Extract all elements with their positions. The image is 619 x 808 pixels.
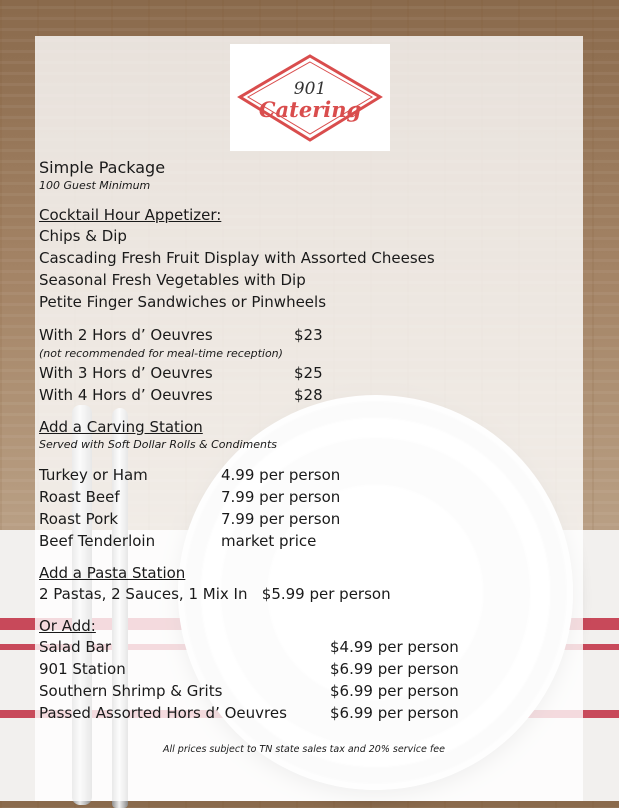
carving-price: 4.99 per person [221, 466, 341, 484]
addon-row [39, 702, 579, 724]
guest-minimum: 100 Guest Minimum [39, 179, 151, 192]
carving-note: Served with Soft Dollar Rolls & Condiments [39, 438, 278, 451]
carving-label: Turkey or Ham [39, 466, 148, 484]
carving-row [39, 508, 579, 530]
addon-row [39, 680, 579, 702]
hors-price: $25 [294, 364, 323, 382]
addon-price: $6.99 per person [330, 682, 459, 700]
pasta-heading: Add a Pasta Station [39, 564, 186, 582]
carving-label: Roast Pork [39, 510, 119, 528]
cocktail-item: Cascading Fresh Fruit Display with Assorted Cheeses [39, 249, 435, 267]
hors-price: $28 [294, 386, 323, 404]
hors-price: $23 [294, 326, 323, 344]
logo-number: 901 [293, 79, 327, 99]
addon-label: 901 Station [39, 660, 126, 678]
package-title: Simple Package [39, 158, 166, 177]
cocktail-item: Chips & Dip [39, 227, 127, 245]
carving-row [39, 464, 579, 486]
catering-logo [230, 44, 390, 151]
carving-row [39, 486, 579, 508]
addons-heading: Or Add: [39, 617, 96, 635]
carving-price: market price [221, 532, 317, 550]
addon-price: $6.99 per person [330, 704, 459, 722]
hors-label: With 4 Hors d’ Oeuvres [39, 386, 213, 404]
carving-row [39, 530, 579, 552]
hors-row [39, 384, 579, 406]
hors-label: With 2 Hors d’ Oeuvres [39, 326, 213, 344]
hors-note: (not recommended for meal-time reception) [39, 347, 283, 360]
menu-content [39, 158, 579, 724]
addon-label: Southern Shrimp & Grits [39, 682, 223, 700]
addon-price: $6.99 per person [330, 660, 459, 678]
addon-row [39, 636, 579, 658]
carving-price: 7.99 per person [221, 510, 341, 528]
logo-wordmark: Catering [258, 97, 362, 122]
hors-row [39, 324, 579, 346]
addon-label: Salad Bar [39, 638, 112, 656]
carving-heading: Add a Carving Station [39, 418, 203, 436]
hors-row [39, 362, 579, 384]
carving-label: Roast Beef [39, 488, 120, 506]
carving-label: Beef Tenderloin [39, 532, 156, 550]
price-disclaimer: All prices subject to TN state sales tax and 20% service fee [163, 744, 445, 755]
addon-label: Passed Assorted Hors d’ Oeuvres [39, 704, 287, 722]
addon-row [39, 658, 579, 680]
hors-label: With 3 Hors d’ Oeuvres [39, 364, 213, 382]
addon-price: $4.99 per person [330, 638, 459, 656]
carving-price: 7.99 per person [221, 488, 341, 506]
pasta-line: 2 Pastas, 2 Sauces, 1 Mix In $5.99 per person [39, 585, 391, 603]
cocktail-item: Petite Finger Sandwiches or Pinwheels [39, 293, 327, 311]
cocktail-item: Seasonal Fresh Vegetables with Dip [39, 271, 306, 289]
menu-card [35, 36, 583, 801]
cocktail-heading: Cocktail Hour Appetizer: [39, 206, 222, 224]
